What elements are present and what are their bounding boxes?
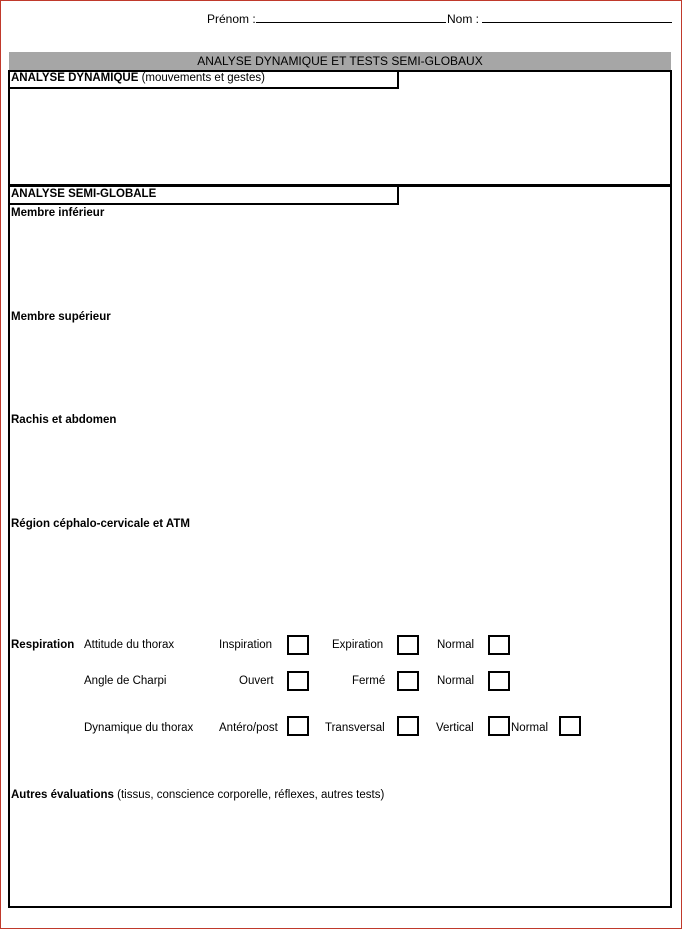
nom-field[interactable] bbox=[482, 10, 672, 23]
option-ferme-checkbox[interactable] bbox=[397, 671, 419, 691]
banner-title: ANALYSE DYNAMIQUE ET TESTS SEMI-GLOBAUX bbox=[9, 52, 671, 70]
option-ouvert-label: Ouvert bbox=[239, 675, 274, 687]
option-expiration-label: Expiration bbox=[332, 639, 384, 651]
others-title: Autres évaluations bbox=[11, 789, 114, 801]
semi-global-title: ANALYSE SEMI-GLOBALE bbox=[11, 188, 157, 200]
option-transversal-checkbox[interactable] bbox=[397, 716, 419, 736]
option-normal-attitude-label: Normal bbox=[437, 639, 475, 651]
option-normal-attitude-checkbox[interactable] bbox=[488, 635, 510, 655]
dynamic-subtitle: (mouvements et gestes) bbox=[141, 72, 265, 84]
option-ferme-label: Fermé bbox=[352, 675, 386, 687]
option-vertical-label: Vertical bbox=[436, 722, 474, 734]
section-rachis-abdomen: Rachis et abdomen bbox=[11, 414, 117, 426]
dynamic-heading bbox=[11, 71, 265, 85]
prenom-field[interactable] bbox=[256, 10, 446, 23]
row-dynamique-label: Dynamique du thorax bbox=[84, 722, 194, 734]
option-normal-dynamique-checkbox[interactable] bbox=[559, 716, 581, 736]
respiration-label: Respiration bbox=[11, 639, 75, 651]
dynamic-title: ANALYSE DYNAMIQUE bbox=[11, 72, 139, 84]
option-normal-charpi-checkbox[interactable] bbox=[488, 671, 510, 691]
others-subtitle: (tissus, conscience corporelle, réflexes, autres tests) bbox=[117, 789, 385, 801]
option-inspiration-checkbox[interactable] bbox=[287, 635, 309, 655]
option-expiration-checkbox[interactable] bbox=[397, 635, 419, 655]
option-antero-post-checkbox[interactable] bbox=[287, 716, 309, 736]
prenom-label: Prénom : bbox=[207, 12, 256, 26]
option-antero-post-label: Antéro/post bbox=[219, 722, 278, 734]
prenom-row bbox=[207, 10, 446, 26]
option-normal-charpi-label: Normal bbox=[437, 675, 475, 687]
option-transversal-label: Transversal bbox=[325, 722, 385, 734]
nom-row bbox=[447, 10, 672, 26]
nom-label: Nom : bbox=[447, 12, 480, 26]
option-ouvert-checkbox[interactable] bbox=[287, 671, 309, 691]
row-attitude-label: Attitude du thorax bbox=[84, 639, 175, 651]
option-normal-dynamique-label: Normal bbox=[511, 722, 549, 734]
section-membre-inferieur: Membre inférieur bbox=[11, 207, 105, 219]
others-heading bbox=[11, 788, 384, 802]
option-vertical-checkbox[interactable] bbox=[488, 716, 510, 736]
section-cephalo-cervicale: Région céphalo-cervicale et ATM bbox=[11, 518, 190, 530]
row-charpi-label: Angle de Charpi bbox=[84, 675, 167, 687]
section-membre-superieur: Membre supérieur bbox=[11, 311, 111, 323]
option-inspiration-label: Inspiration bbox=[219, 639, 273, 651]
